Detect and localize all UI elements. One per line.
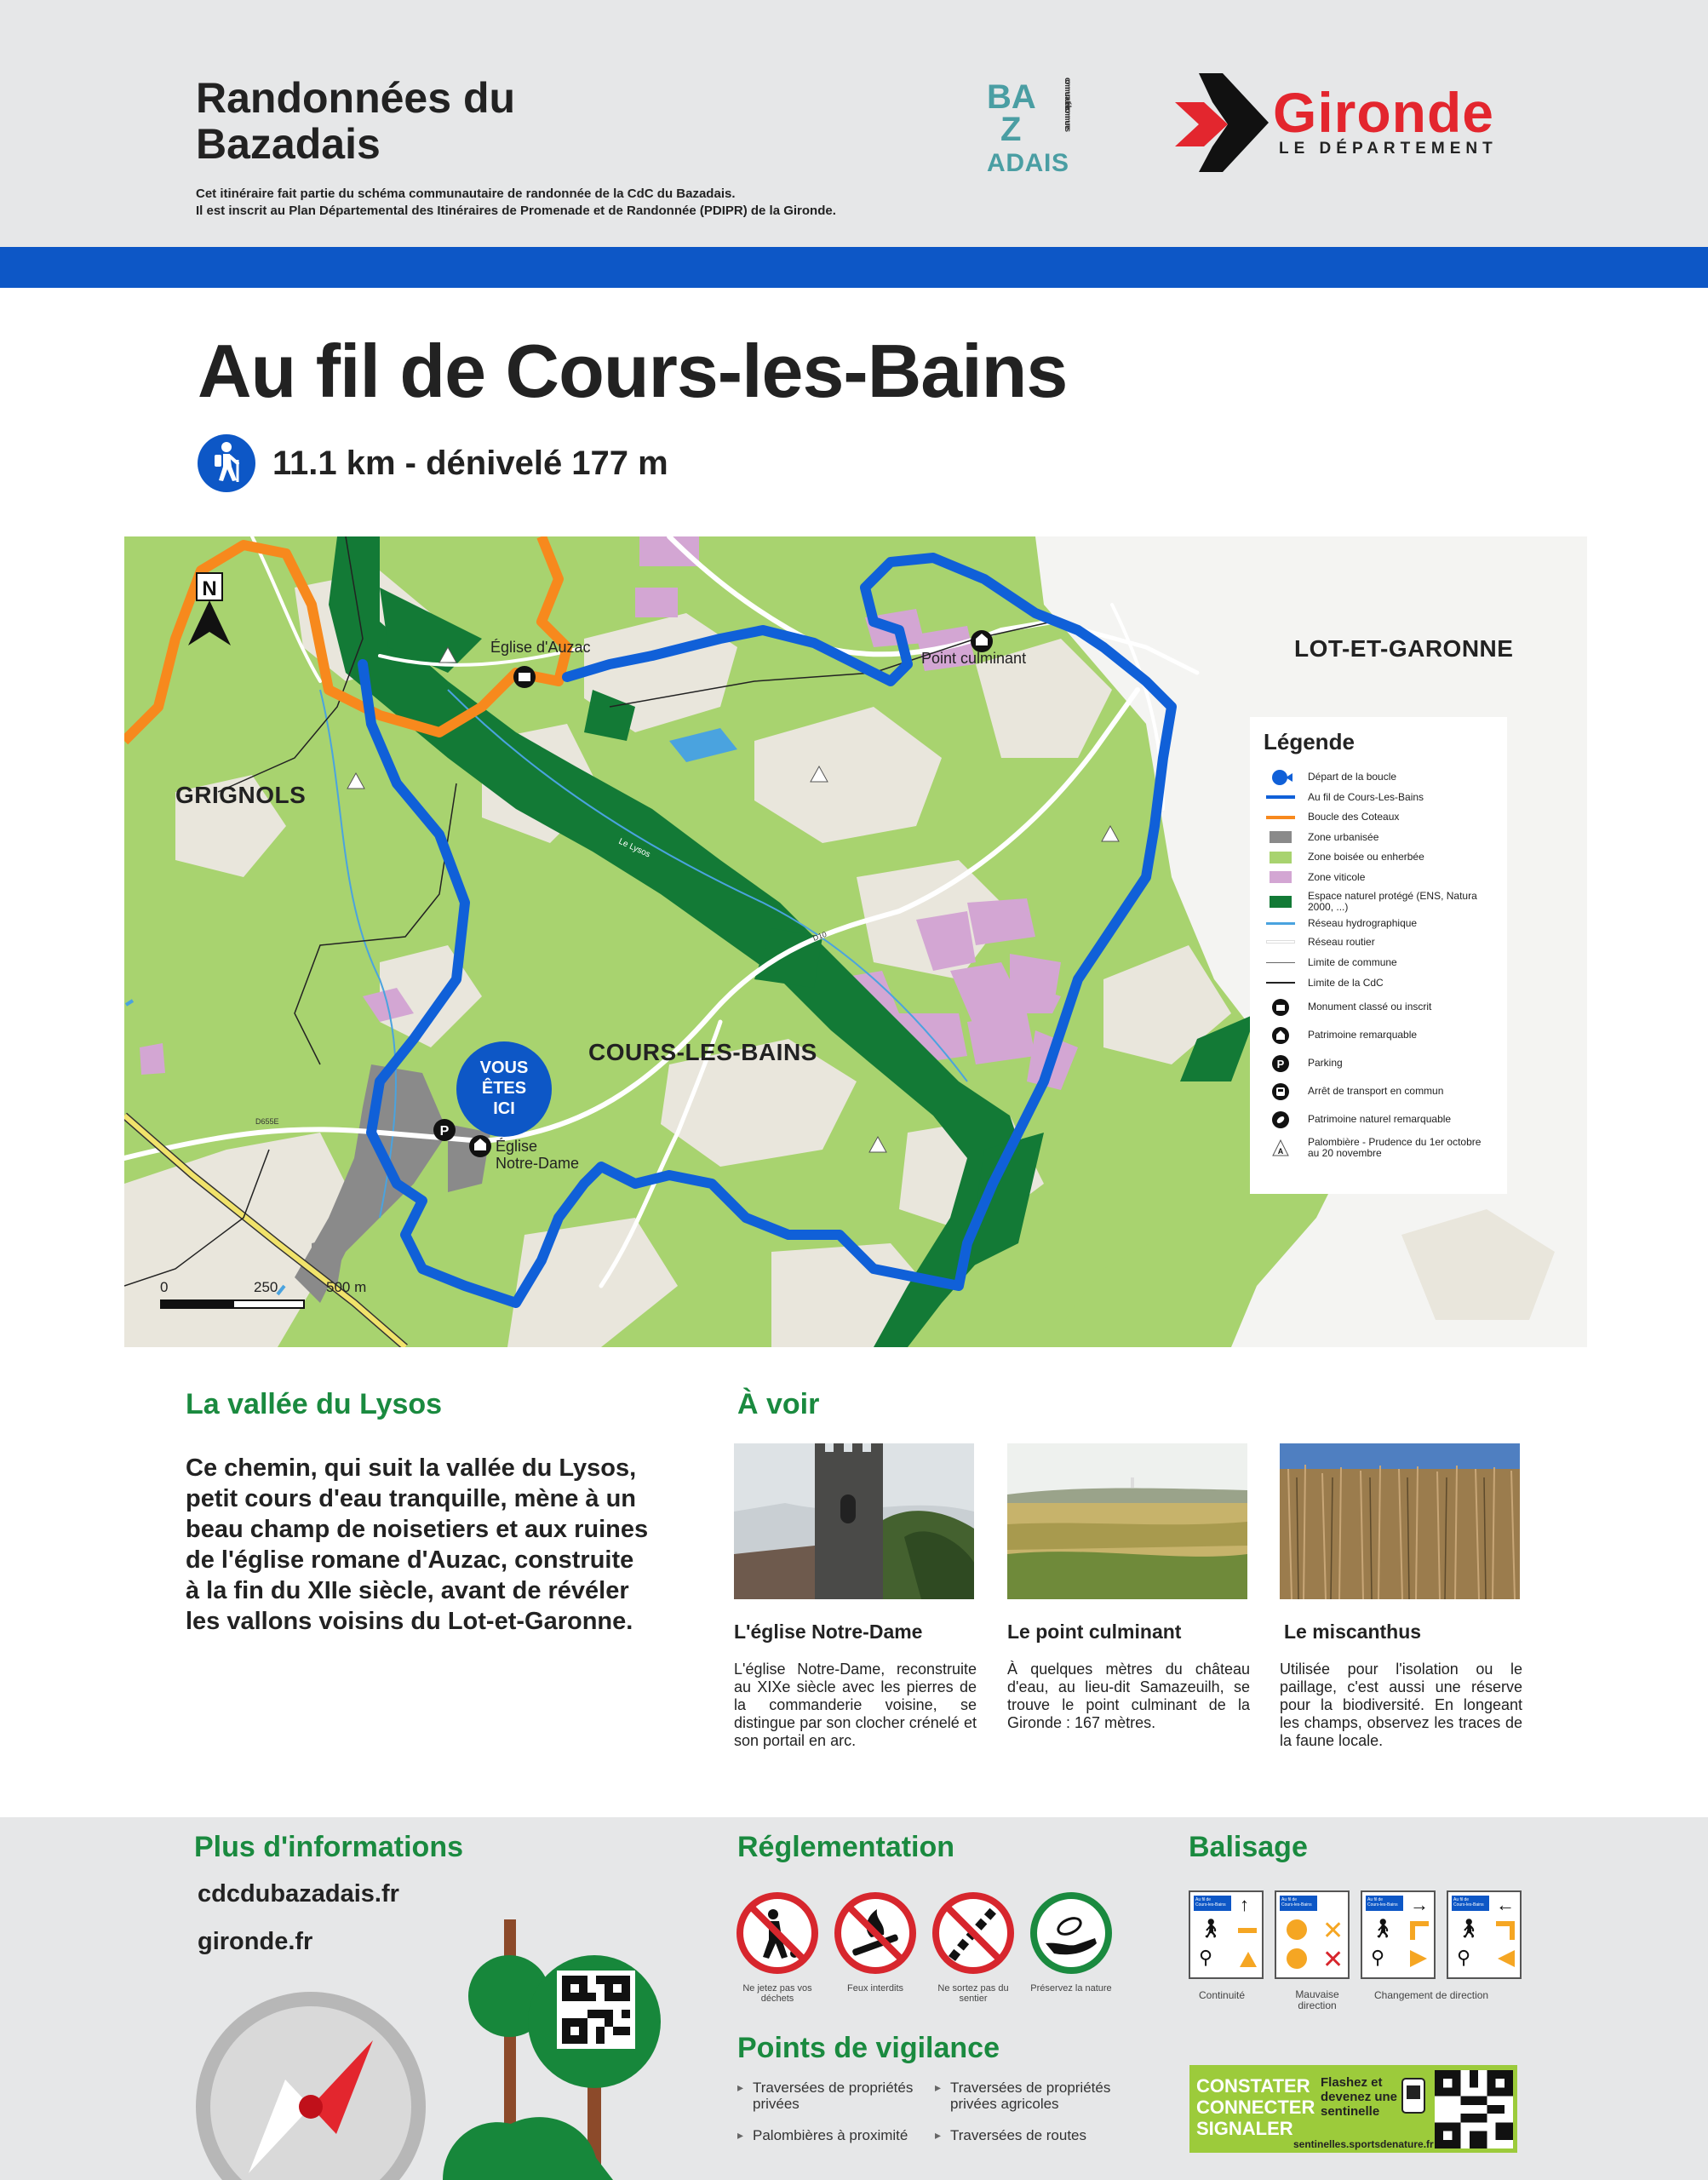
no-fire-icon: [833, 1890, 918, 1976]
vigilance-heading: Points de vigilance: [737, 2032, 1000, 2064]
regulation-item: [735, 1890, 820, 2004]
stay-on-path-icon: [931, 1890, 1016, 1976]
legend-item: Zone urbanisée: [1264, 828, 1493, 848]
signage-examples: [1189, 1890, 1522, 1979]
commune-label-lot-et-garonne: LOT-ET-GARONNE: [1294, 635, 1514, 662]
lysos-heading: La vallée du Lysos: [186, 1388, 443, 1420]
legend-item: Zone viticole: [1264, 868, 1493, 888]
sentinel-qr-code-icon[interactable]: [1435, 2070, 1513, 2148]
signage-turn-right-card: Au fil de Cours-les-Bains → 🚶︎ ⚲: [1361, 1890, 1436, 1979]
signage-continuity-card: Au fil de Cours-les-Bains ↑ 🚶︎ ⚲: [1189, 1890, 1264, 1979]
svg-text:P: P: [1276, 1057, 1285, 1070]
legend-item: Zone boisée ou enherbée: [1264, 847, 1493, 868]
regulation-icons: [735, 1890, 1114, 2004]
sentinel-banner[interactable]: [1189, 2065, 1517, 2153]
scale-label-500: 500 m: [326, 1279, 367, 1295]
signage-caption: Changement de direction: [1374, 1989, 1489, 2001]
photo-eglise-notre-dame: [734, 1443, 974, 1599]
page-title: Au fil de Cours-les-Bains: [198, 329, 1068, 413]
bus-stop-icon: [1271, 1082, 1290, 1101]
regulation-item: [833, 1890, 918, 2004]
legend-item: Patrimoine remarquable: [1264, 1021, 1493, 1049]
arrow-right-icon: →: [1410, 1894, 1429, 1915]
legend-item: Limite de la CdC: [1264, 973, 1493, 994]
north-letter: N: [202, 577, 217, 600]
signage-caption: Mauvaise direction: [1295, 1988, 1339, 2011]
leaf-icon: [1271, 1110, 1290, 1129]
svg-text:D10: D10: [811, 929, 828, 943]
hiker-icon: [198, 434, 255, 492]
commune-label-grignols: GRIGNOLS: [175, 782, 307, 808]
regulation-item: [931, 1890, 1016, 2004]
gironde-wordmark: Gironde: [1273, 81, 1495, 144]
legend-item: Patrimoine naturel remarquable: [1264, 1105, 1493, 1133]
header-band: [0, 0, 1708, 247]
gironde-subtitle: LE DÉPARTEMENT: [1279, 140, 1498, 158]
bazadais-logo-mark: [983, 72, 1077, 175]
scale-label-250: 250: [254, 1279, 278, 1295]
no-litter-icon: [735, 1890, 820, 1976]
card-text-miscanthus: Utilisée pour l'isolation ou le paillage, c'est aussi une réserve pour la biodiversité. En longeant les champs, observez les traces de la faune locale.: [1280, 1661, 1522, 1749]
header-note-line-2: Il est inscrit au Plan Départemental des Itinéraires de Promenade et de Randonnée (PDIPR) de la Gironde.: [196, 204, 836, 218]
bike-icon: ⚲: [1199, 1947, 1213, 1968]
map-legend: [1250, 717, 1507, 1194]
signage-caption: Continuité: [1199, 1989, 1246, 2001]
arrow-left-icon: ←: [1496, 1894, 1515, 1915]
legend-item: P Parking: [1264, 1049, 1493, 1077]
sentinel-cta: Flashez et devenez une sentinelle: [1321, 2075, 1398, 2119]
scale-label-0: 0: [160, 1279, 169, 1295]
card-title-eglise: L'église Notre-Dame: [734, 1621, 923, 1643]
poi-label-eglise-auzac: Église d'Auzac: [490, 639, 591, 656]
vigilance-item: ▸ Traversées de propriétés privées agricoles: [935, 2080, 1131, 2112]
qr-code-icon[interactable]: [562, 1976, 630, 2044]
blue-separator-band: [0, 247, 1708, 288]
sentinel-slogan: CONSTATER CONNECTER SIGNALER: [1196, 2075, 1315, 2139]
card-text-culminant: À quelques mètres du château d'eau, au lieu-dit Samazeuilh, se trouve le point culminant de la Gironde : 167 mètres.: [1007, 1661, 1250, 1731]
link-cdcdubazadais[interactable]: cdcdubazadais.fr: [198, 1880, 399, 1908]
legend-title: Légende: [1264, 729, 1355, 754]
signage-turn-left-card: Au fil de Cours-les-Bains ← 🚶︎ ⚲: [1447, 1890, 1522, 1979]
preserve-nature-icon: [1029, 1890, 1114, 1976]
header-note: [196, 186, 836, 220]
cross-icon: ✕: [1322, 1917, 1344, 1945]
bazadais-logo-text-2: Z: [1000, 111, 1022, 148]
balisage-heading: Balisage: [1189, 1831, 1308, 1863]
distance-info: 11.1 km - dénivelé 177 m: [272, 445, 668, 482]
commune-label-cours-les-bains: COURS-LES-BAINS: [588, 1039, 817, 1065]
photo-point-culminant: [1007, 1443, 1247, 1599]
regulation-caption: Ne jetez pas vos déchets: [742, 1983, 812, 2004]
poi-label-point-culminant: Point culminant: [921, 650, 1027, 667]
vigilance-item: ▸ Traversées de routes: [935, 2127, 1131, 2143]
legend-item: Espace naturel protégé (ENS, Natura 2000, ...): [1264, 887, 1493, 915]
sentinel-url[interactable]: sentinelles.sportsdenature.fr: [1293, 2138, 1434, 2150]
header-title: Randonnées du Bazadais: [196, 74, 516, 168]
header-note-line-1: Cet itinéraire fait partie du schéma communautaire de randonnée de la CdC du Bazadais.: [196, 186, 736, 201]
link-gironde[interactable]: gironde.fr: [198, 1928, 313, 1955]
infos-heading: Plus d'informations: [194, 1831, 463, 1863]
legend-item: Réseau hydrographique: [1264, 915, 1493, 931]
you-are-here-marker: VOUS ÊTES ICI: [456, 1041, 552, 1137]
legend-item: Arrêt de transport en commun: [1264, 1077, 1493, 1105]
gironde-logo: [1175, 73, 1516, 174]
svg-text:Le Lysos: Le Lysos: [616, 836, 652, 860]
monument-icon: [1271, 998, 1290, 1017]
legend-item: Départ de la boucle: [1264, 767, 1493, 788]
card-title-culminant: Le point culminant: [1007, 1621, 1182, 1643]
parking-icon: [1271, 1054, 1290, 1073]
heritage-icon: [1271, 1026, 1290, 1045]
photo-miscanthus: [1280, 1443, 1520, 1599]
legend-item: Monument classé ou inscrit: [1264, 993, 1493, 1021]
svg-text:P: P: [439, 1124, 450, 1139]
bazadais-logo: [983, 72, 1077, 175]
reglementation-heading: Réglementation: [737, 1831, 955, 1863]
bazadais-logo-text-1: BA: [987, 78, 1036, 116]
gironde-arrow-icon: [1175, 73, 1269, 174]
palombiere-icon: [1271, 1139, 1290, 1157]
svg-text:D655E: D655E: [255, 1117, 279, 1126]
regulation-caption: Feux interdits: [846, 1983, 904, 1994]
regulation-caption: Préservez la nature: [1030, 1983, 1112, 1994]
card-text-eglise: L'église Notre-Dame, reconstruite au XIXe siècle avec les pierres de la commanderie voisine, se distingue par son clocher crénelé et son portail en arc.: [734, 1661, 977, 1749]
vigilance-item: ▸ Palombières à proximité: [737, 2127, 933, 2143]
route-map: [124, 536, 1587, 1347]
a-voir-heading: À voir: [737, 1388, 820, 1420]
cross-icon: ✕: [1322, 1946, 1344, 1974]
legend-item: Au fil de Cours-Les-Bains: [1264, 788, 1493, 808]
regulation-item: [1029, 1890, 1114, 2004]
legend-item: Limite de commune: [1264, 953, 1493, 973]
card-title-miscanthus: Le miscanthus: [1284, 1621, 1422, 1643]
lysos-text: Ce chemin, qui suit la vallée du Lysos, petit cours d'eau tranquille, mène à un beau champ de noisetiers et aux ruines de l'église romane d'Auzac, construite à la fin du XIIe siècle, avant de révéler les vallons voisins du Lot-et-Garonne.: [186, 1454, 649, 1635]
hiker-icon: 🚶︎: [1199, 1918, 1223, 1939]
legend-item: Boucle des Coteaux: [1264, 807, 1493, 828]
legend-item: Réseau routier: [1264, 931, 1493, 953]
arrow-up-icon: ↑: [1240, 1894, 1249, 1915]
signage-wrong-way-card: Au fil de Cours-les-Bains ✕ ✕: [1275, 1890, 1350, 1979]
svg-text:A: A: [1277, 1147, 1284, 1156]
regulation-caption: Ne sortez pas du sentier: [937, 1983, 1009, 2004]
legend-item: A Palombière - Prudence du 1er octobre au 20 novembre: [1264, 1133, 1493, 1162]
bazadais-logo-text-3: ADAIS: [987, 149, 1069, 175]
poi-label-eglise-notre-dame: Église Notre-Dame: [496, 1138, 580, 1172]
vigilance-item: ▸ Traversées de propriétés privées: [737, 2080, 916, 2112]
phone-icon: [1401, 2077, 1426, 2114]
bazadais-logo-side: communauté de communes: [1063, 77, 1072, 132]
